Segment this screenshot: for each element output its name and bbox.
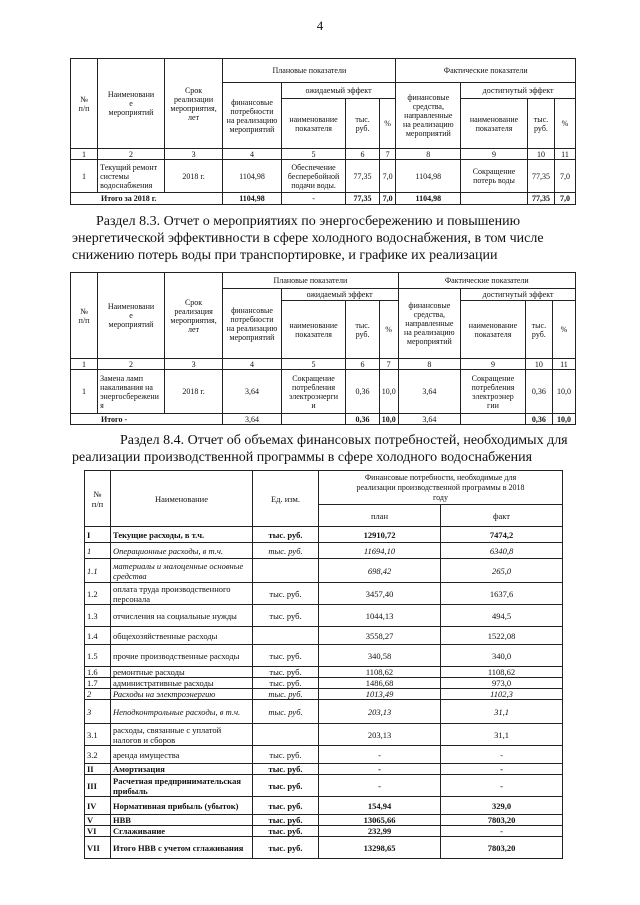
row-unit: тыс. руб. — [253, 605, 319, 627]
header-achieved: достигнутый эффект — [461, 289, 576, 301]
col-number: 2 — [98, 359, 165, 370]
col-number: 10 — [527, 149, 554, 160]
header-achieved: достигнутый эффект — [461, 83, 576, 99]
section-8-3-heading — [72, 213, 574, 264]
header-fin-spent: финансовые средства, направленные на реализацию мероприятий — [398, 289, 461, 359]
row-plan: 1486,68 — [319, 678, 441, 689]
row-num: 3 — [85, 700, 111, 724]
header-thous: тыс. руб. — [527, 99, 554, 149]
row-fact: - — [441, 775, 563, 797]
row-name: общехозяйственные расходы — [111, 627, 253, 645]
row-name: Расчетная предпринимательская прибыль — [111, 775, 253, 797]
row-name: НВВ — [111, 815, 253, 826]
table-row — [85, 583, 563, 605]
row-num: 1.3 — [85, 605, 111, 627]
row-num: 1.2 — [85, 583, 111, 605]
table-row — [71, 370, 576, 414]
header-pct: % — [555, 99, 576, 149]
section-8-4-line-1: Раздел 8.4. Отчет об объемах финансовых потребностей, необходимых для — [120, 433, 568, 448]
row-fact: 1108,62 — [441, 667, 563, 678]
header-planned: Плановые показатели — [223, 59, 396, 83]
row-fact: 31,1 — [441, 724, 563, 746]
header-fin-spent: финансовые средства, направленные на реализацию мероприятий — [396, 83, 461, 149]
row-name: аренда имущества — [111, 746, 253, 764]
row-fact: - — [441, 764, 563, 775]
header-pct: % — [552, 301, 575, 359]
table-row — [85, 527, 563, 543]
row-plan-ind: Сокращение потребления электроэнерги и — [281, 370, 346, 414]
row-unit: тыс. руб. — [253, 583, 319, 605]
row-unit — [253, 559, 319, 583]
total-fact-fin: 1104,98 — [396, 193, 461, 205]
col-number: 1 — [71, 359, 98, 370]
table-financial-needs — [84, 470, 563, 859]
col-number: 8 — [396, 149, 461, 160]
total-fact-pct: 7,0 — [555, 193, 576, 205]
row-fact-ind: Сокращение потерь воды — [461, 160, 528, 193]
table-row — [85, 627, 563, 645]
table-row — [85, 559, 563, 583]
header-term: Срок реализации мероприятия, лет — [164, 59, 222, 149]
total-plan-pct: 7,0 — [379, 193, 396, 205]
row-plan-rub: 77,35 — [346, 160, 379, 193]
row-num: VI — [85, 826, 111, 837]
table-row — [85, 605, 563, 627]
col-number: 7 — [379, 149, 396, 160]
row-plan-rub: 0,36 — [346, 370, 379, 414]
row-plan-pct: 10,0 — [379, 370, 398, 414]
row-plan: 340,58 — [319, 645, 441, 667]
row-unit — [253, 724, 319, 746]
total-plan-rub: 77,35 — [346, 193, 379, 205]
row-unit: тыс. руб. — [253, 746, 319, 764]
row-num: I — [85, 527, 111, 543]
row-num: 1 — [71, 370, 98, 414]
section-8-3-line-2: энергетической эффективности в сфере холодного водоснабжения, в том числе — [72, 231, 544, 246]
table-row — [85, 689, 563, 700]
row-unit: тыс. руб. — [253, 826, 319, 837]
table-row — [85, 667, 563, 678]
header-ind-name: наименование показателя — [281, 99, 346, 149]
row-name: ремонтные расходы — [111, 667, 253, 678]
total-fact-rub: 0,36 — [525, 414, 552, 425]
table-row — [85, 775, 563, 797]
col-number: 7 — [379, 359, 398, 370]
row-num: 1 — [85, 543, 111, 559]
header-ind-name: наименование показателя — [461, 301, 526, 359]
row-fact: 1522,08 — [441, 627, 563, 645]
col-number: 11 — [552, 359, 575, 370]
row-plan-fin: 1104,98 — [223, 160, 281, 193]
total-plan-fin: 3,64 — [223, 414, 281, 425]
row-plan: 154,94 — [319, 797, 441, 815]
row-fact: 265,0 — [441, 559, 563, 583]
table-row — [85, 724, 563, 746]
row-fact: - — [441, 746, 563, 764]
row-plan-ind: Обеспечение бесперебойной подачи воды. — [281, 160, 346, 193]
total-fact-fin: 3,64 — [398, 414, 461, 425]
section-8-4-line-2: реализации производственной программы в сфере холодного водоснабжения — [72, 450, 533, 465]
header-actual: Фактические показатели — [398, 273, 575, 289]
total-fact-ind — [461, 193, 528, 205]
row-unit: тыс. руб. — [253, 527, 319, 543]
row-num: 3.2 — [85, 746, 111, 764]
row-name: Текущий ремонт системы водоснабжения — [98, 160, 165, 193]
row-fact: 340,0 — [441, 645, 563, 667]
header-num: № п/п — [71, 273, 98, 359]
header-fin-need: финансовые потребности на реализацию мероприятий — [223, 83, 281, 149]
row-plan: 232,99 — [319, 826, 441, 837]
table-row — [85, 543, 563, 559]
row-fact: - — [441, 826, 563, 837]
col-number: 4 — [223, 359, 281, 370]
row-plan: 13298,65 — [319, 837, 441, 859]
page-number: 4 — [316, 18, 324, 33]
row-plan: 203,13 — [319, 700, 441, 724]
col-number: 6 — [346, 359, 379, 370]
total-fact-pct: 10,0 — [552, 414, 575, 425]
row-fact-pct: 7,0 — [555, 160, 576, 193]
row-fact: 6340,8 — [441, 543, 563, 559]
header-num: № п/п — [85, 471, 111, 527]
col-numbers-row — [71, 359, 576, 370]
header-fin-need: финансовые потребности на реализацию мероприятий — [223, 289, 281, 359]
table-row — [71, 160, 576, 193]
col-number: 5 — [281, 359, 346, 370]
row-name: Нормативная прибыль (убыток) — [111, 797, 253, 815]
row-name: Расходы на электроэнергию — [111, 689, 253, 700]
row-name: оплата труда производственного персонала — [111, 583, 253, 605]
row-term: 2018 г. — [164, 370, 222, 414]
row-num: II — [85, 764, 111, 775]
col-number: 5 — [281, 149, 346, 160]
row-fact-rub: 77,35 — [527, 160, 554, 193]
row-name: Текущие расходы, в т.ч. — [111, 527, 253, 543]
row-fact: 7803,20 — [441, 837, 563, 859]
row-plan: 13065,66 — [319, 815, 441, 826]
header-name: Наименование — [111, 471, 253, 527]
header-planned: Плановые показатели — [223, 273, 398, 289]
row-fact-fin: 3,64 — [398, 370, 461, 414]
row-num: 1 — [71, 160, 98, 193]
row-unit: тыс. руб. — [253, 837, 319, 859]
row-plan: 1044,13 — [319, 605, 441, 627]
row-num: 1.4 — [85, 627, 111, 645]
header-term: Срок реализация мероприятия, лет — [164, 273, 222, 359]
header-expected: ожидаемый эффект — [281, 83, 396, 99]
table-energy-saving — [70, 272, 576, 425]
row-fact: 329,0 — [441, 797, 563, 815]
row-name: Амортизация — [111, 764, 253, 775]
col-number: 4 — [223, 149, 281, 160]
row-unit: тыс. руб. — [253, 775, 319, 797]
total-row — [71, 193, 576, 205]
table-row — [85, 645, 563, 667]
row-plan: 203,13 — [319, 724, 441, 746]
total-fact-ind — [461, 414, 526, 425]
row-unit: тыс. руб. — [253, 764, 319, 775]
header-ind-name: наименование показателя — [281, 301, 346, 359]
row-name: Операционные расходы, в т.ч. — [111, 543, 253, 559]
total-plan-ind: - — [281, 193, 346, 205]
table-row — [85, 678, 563, 689]
col-numbers-row — [71, 149, 576, 160]
row-name: Неподконтрольные расходы, в т.ч. — [111, 700, 253, 724]
row-plan: - — [319, 746, 441, 764]
row-name: Итого НВВ с учетом сглаживания — [111, 837, 253, 859]
row-num: III — [85, 775, 111, 797]
row-unit: тыс. руб. — [253, 645, 319, 667]
section-8-3-line-3: снижению потерь воды при транспортировке, и графике их реализации — [72, 248, 498, 263]
row-fact: 1637,6 — [441, 583, 563, 605]
row-name: отчисления на социальные нужды — [111, 605, 253, 627]
header-plan: план — [319, 505, 441, 527]
row-unit: тыс. руб. — [253, 689, 319, 700]
header-actual: Фактические показатели — [396, 59, 576, 83]
row-plan: - — [319, 764, 441, 775]
header-unit: Ед. изм. — [253, 471, 319, 527]
row-num: IV — [85, 797, 111, 815]
row-plan: 1108,62 — [319, 667, 441, 678]
total-plan-rub: 0,36 — [346, 414, 379, 425]
row-num: 2 — [85, 689, 111, 700]
row-fact-rub: 0,36 — [525, 370, 552, 414]
row-plan: 3558,27 — [319, 627, 441, 645]
row-fact: 973,0 — [441, 678, 563, 689]
row-fact: 31,1 — [441, 700, 563, 724]
header-thous: тыс. руб. — [525, 301, 552, 359]
total-fact-rub: 77,35 — [527, 193, 554, 205]
col-number: 1 — [71, 149, 98, 160]
header-pct: % — [379, 99, 396, 149]
row-name: Замена ламп накаливания на энергосбережени я — [98, 370, 165, 414]
header-name: Наименовани е мероприятий — [98, 273, 165, 359]
row-unit: тыс. руб. — [253, 797, 319, 815]
section-8-4-heading — [72, 432, 574, 466]
total-label: Итого за 2018 г. — [71, 193, 223, 205]
header-ind-name: наименование показателя — [461, 99, 528, 149]
row-num: 1.5 — [85, 645, 111, 667]
header-name: Наименовани е мероприятий — [98, 59, 165, 149]
col-number: 9 — [461, 149, 528, 160]
row-num: 1.7 — [85, 678, 111, 689]
row-unit — [253, 627, 319, 645]
total-plan-pct: 10,0 — [379, 414, 398, 425]
table-row — [85, 826, 563, 837]
row-name: административные расходы — [111, 678, 253, 689]
row-fact: 494,5 — [441, 605, 563, 627]
header-thous: тыс. руб. — [346, 301, 379, 359]
row-term: 2018 г. — [164, 160, 222, 193]
row-plan: 11694,10 — [319, 543, 441, 559]
table-row — [85, 746, 563, 764]
header-pct: % — [379, 301, 398, 359]
col-number: 8 — [398, 359, 461, 370]
col-number: 3 — [164, 149, 222, 160]
col-number: 2 — [98, 149, 165, 160]
row-unit: тыс. руб. — [253, 543, 319, 559]
table-row — [85, 815, 563, 826]
header-num: № п/п — [71, 59, 98, 149]
header-expected: ожидаемый эффект — [281, 289, 398, 301]
col-number: 6 — [346, 149, 379, 160]
row-fact: 7803,20 — [441, 815, 563, 826]
row-plan: 698,42 — [319, 559, 441, 583]
row-fact-fin: 1104,98 — [396, 160, 461, 193]
row-fact: 7474,2 — [441, 527, 563, 543]
table-measures-water — [70, 58, 576, 205]
row-plan-fin: 3,64 — [223, 370, 281, 414]
row-unit: тыс. руб. — [253, 815, 319, 826]
table-row — [85, 797, 563, 815]
row-plan: - — [319, 775, 441, 797]
row-name: прочие производственные расходы — [111, 645, 253, 667]
row-unit: тыс. руб. — [253, 667, 319, 678]
row-num: 3.1 — [85, 724, 111, 746]
header-fact: факт — [441, 505, 563, 527]
col-number: 3 — [164, 359, 222, 370]
total-plan-fin: 1104,98 — [223, 193, 281, 205]
row-name: материалы и малоценные основные средства — [111, 559, 253, 583]
row-name: Сглаживание — [111, 826, 253, 837]
row-num: 1.1 — [85, 559, 111, 583]
header-fin: Финансовые потребности, необходимые для реализации производственной программы в 2018 году — [319, 471, 563, 505]
header-thous: тыс. руб. — [346, 99, 379, 149]
row-plan: 3457,40 — [319, 583, 441, 605]
table-row — [85, 837, 563, 859]
row-plan: 1013,49 — [319, 689, 441, 700]
total-label: Итого - — [71, 414, 223, 425]
row-fact: 1102,3 — [441, 689, 563, 700]
row-num: V — [85, 815, 111, 826]
total-row — [71, 414, 576, 425]
col-number: 9 — [461, 359, 526, 370]
row-plan-pct: 7,0 — [379, 160, 396, 193]
total-plan-ind — [281, 414, 346, 425]
col-number: 10 — [525, 359, 552, 370]
table-row — [85, 764, 563, 775]
section-8-3-line-1: Раздел 8.3. Отчет о мероприятиях по энергосбережению и повышению — [96, 214, 521, 229]
row-num: VII — [85, 837, 111, 859]
row-fact-pct: 10,0 — [552, 370, 575, 414]
col-number: 11 — [555, 149, 576, 160]
table-row — [85, 700, 563, 724]
row-unit: тыс. руб. — [253, 700, 319, 724]
row-num: 1.6 — [85, 667, 111, 678]
row-fact-ind: Сокращение потребления электроэнер гии — [461, 370, 526, 414]
row-plan: 12910,72 — [319, 527, 441, 543]
row-name: расходы, связанные с уплатой налогов и сборов — [111, 724, 253, 746]
row-unit: тыс. руб. — [253, 678, 319, 689]
